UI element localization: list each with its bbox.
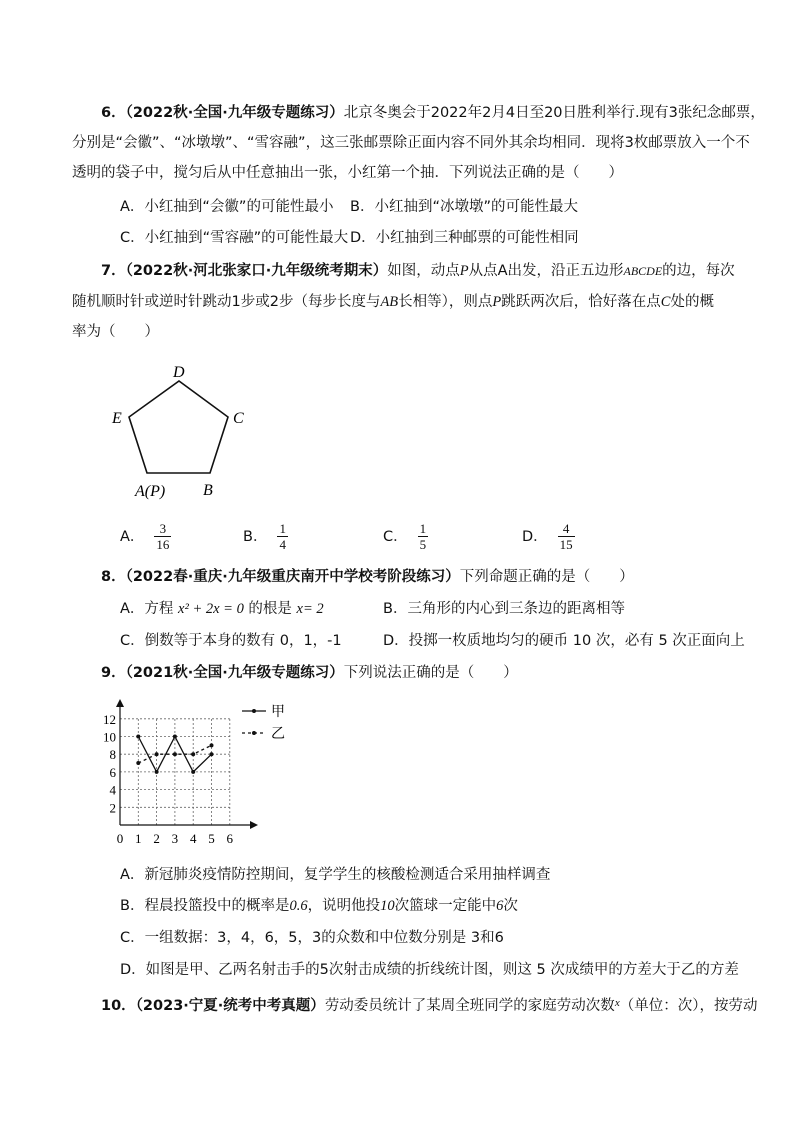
legend-label-jia: 甲 [271,705,285,720]
x-tick-label: 5 [208,831,215,846]
q9-stem: 下列说法正确的是（ ） [343,665,518,681]
q7-option-a-den: 16 [156,537,170,552]
q6-text: 北京冬奥会于2022年2月4日至20日胜利举行.现有3张纪念邮票， [343,105,765,121]
q7-option-c-fraction [418,521,429,552]
q7-option-d-fraction [558,521,575,552]
q9-source: （2021秋·全国·九年级专题练习） [125,665,344,681]
q8-option-a-text: A．方程 [120,601,179,617]
x-tick-label: 6 [226,831,234,846]
q10-source: （2023·宁夏·统考中考真题） [135,998,325,1014]
pentagon-label-a: A(P) [135,483,166,500]
q7-number: 7． [101,263,126,279]
series-point-yi [136,761,140,765]
q7-var-abcde: ABCDE [623,264,663,278]
y-tick-label: 2 [109,800,116,816]
series-point-yi [155,752,159,756]
q7-option-b [243,521,288,557]
q8-option-a [120,599,324,619]
series-point-yi [210,743,214,747]
q7-text-d: 随机顺时针或逆时针跳动1步或2步（每步长度与 [72,294,381,310]
y-tick-label: 8 [109,747,116,763]
q8-number: 8． [101,569,126,585]
q6-option-a: A．小红抽到“会徽”的可能性最小 [120,199,334,215]
q7-var-ab: AB [380,294,399,310]
legend-dot-jia [252,709,256,713]
x-tick-label: 2 [153,831,160,846]
q8-stem: 下列命题正确的是（ ） [459,569,634,585]
q7-option-a-num: 3 [154,521,171,537]
q7-option-b-label: B． [243,528,268,545]
q7-option-b-den: 4 [279,537,286,552]
x-tick-label: 1 [135,831,142,846]
series-point-jia [173,735,177,739]
chart-legend [242,704,285,742]
q8-option-b: B．三角形的内心到三条边的距离相等 [383,601,625,617]
q10-var-x: x [614,997,620,1009]
q8-line1 [101,567,634,587]
q9-option-c: C．一组数据：3，4，6，5，3的众数和中位数分别是 3和6 [120,930,504,946]
q8-option-c: C．倒数等于本身的数有 0，1，-1 [120,633,342,649]
q6-line1 [101,103,765,123]
y-tick-label: 4 [109,782,116,798]
q10-number: 10． [101,998,136,1014]
pentagon-shape [129,381,228,473]
q6-line3: 透明的袋子中，搅匀后从中任意抽出一张，小红第一个抽．下列说法正确的是（ ） [72,165,623,181]
series-point-yi [173,752,177,756]
legend-dot-yi [252,731,256,735]
y-axis-arrow [116,699,124,707]
score-line-chart [90,690,310,855]
y-tick-label: 12 [103,711,116,727]
legend-label-yi: 乙 [271,727,285,742]
q9-option-b-value3: 6 [496,898,504,914]
q6-number: 6． [101,105,126,121]
q7-text-g: 处的概 [670,294,714,310]
q9-option-a: A．新冠肺炎疫情防控期间，复学学生的核酸检测适合采用抽样调查 [120,867,551,883]
q7-var-c: C [660,294,671,310]
series-point-jia [155,770,159,774]
q9-option-d: D．如图是甲、乙两名射击手的5次射击成绩的折线统计图，则这 5 次成绩甲的方差大于乙的方差 [120,962,739,978]
x-tick-label: 3 [171,831,179,846]
q8-option-a-text2: 的根是 [243,601,297,617]
q10-text-b: （单位：次），按劳动 [619,998,758,1014]
chart-tick-labels [103,712,234,846]
y-tick-label: 10 [103,729,116,745]
q7-option-c-label: C． [383,528,408,545]
q7-option-c-num: 1 [419,521,427,536]
q10-line1 [101,993,757,1016]
q10-text-a: 劳动委员统计了某周全班同学的家庭劳动次数 [324,998,615,1014]
series-point-jia [210,752,214,756]
x-axis-arrow [250,821,258,829]
q7-option-a-label: A． [120,528,145,545]
q7-option-c [383,521,428,557]
q9-option-b-value2: 10 [380,898,395,914]
q7-option-a-fraction [154,521,171,552]
q7-text-c: 的边，每次 [662,263,735,279]
q9-number: 9． [101,665,126,681]
q8-source: （2022春·重庆·九年级重庆南开中学校考阶段练习） [125,569,460,585]
q7-text-b: 从点A出发，沿正五边形 [468,263,624,279]
q7-option-a [120,521,171,557]
q6-source: （2022秋·全国·九年级专题练习） [125,105,344,121]
q7-option-d-den: 15 [559,537,573,552]
pentagon-label-d: D [173,364,185,381]
x-tick-label: 4 [189,831,197,846]
series-point-jia [191,770,195,774]
q7-var-p: P [459,263,469,279]
q7-option-b-fraction [277,521,288,552]
x-tick-label: 0 [116,831,124,846]
q7-var-p2: P [492,294,502,310]
q7-option-c-den: 5 [419,537,427,552]
y-tick-label: 6 [109,764,116,780]
q7-text-a: 如图，动点 [387,263,460,279]
q6-option-d: D．小红抽到三种邮票的可能性相同 [350,230,579,246]
q7-option-d-num: 4 [558,521,575,537]
q7-line1 [101,261,735,281]
series-point-yi [191,752,195,756]
pentagon-label-b: B [203,482,213,499]
pentagon-label-e: E [112,410,122,427]
q9-option-b-value1: 0.6 [289,898,308,914]
q7-text-f: 跳跃两次后，恰好落在点 [501,294,661,310]
q7-option-b-num: 1 [279,521,286,536]
q9-option-b-text3: 次篮球一定能中 [394,898,497,914]
q7-line3: 率为（ ） [72,324,159,340]
q9-option-b-text1: B．程晨投篮投中的概率是 [120,898,290,914]
q9-line1 [101,663,518,683]
q8-option-a-root: x= 2 [296,601,324,617]
q9-option-b-text4: 次 [503,898,518,914]
q8-option-a-equation: x² + 2x = 0 [178,601,244,617]
series-point-jia [136,735,140,739]
q6-option-c: C．小红抽到“雪容融”的可能性最大 [120,230,349,246]
q6-option-b: B．小红抽到“冰墩墩”的可能性最大 [350,199,578,215]
pentagon-figure [100,355,260,505]
q8-option-d: D．投掷一枚质地均匀的硬币 10 次，必有 5 次正面向上 [383,633,745,649]
pentagon-label-c: C [233,410,244,427]
q9-option-b [120,896,518,916]
q9-option-b-text2: ，说明他投 [307,898,381,914]
q7-option-d [522,521,575,557]
q7-source: （2022秋·河北张家口·九年级统考期末） [125,263,388,279]
q7-option-d-label: D． [522,528,548,545]
q7-line2 [72,292,714,312]
q6-line2: 分别是“会徽”、“冰墩墩”、“雪容融”，这三张邮票除正面内容不同外其余均相同．现将3枚邮票放入一个不 [72,135,750,151]
q7-text-e: 长相等），则点 [398,294,493,310]
